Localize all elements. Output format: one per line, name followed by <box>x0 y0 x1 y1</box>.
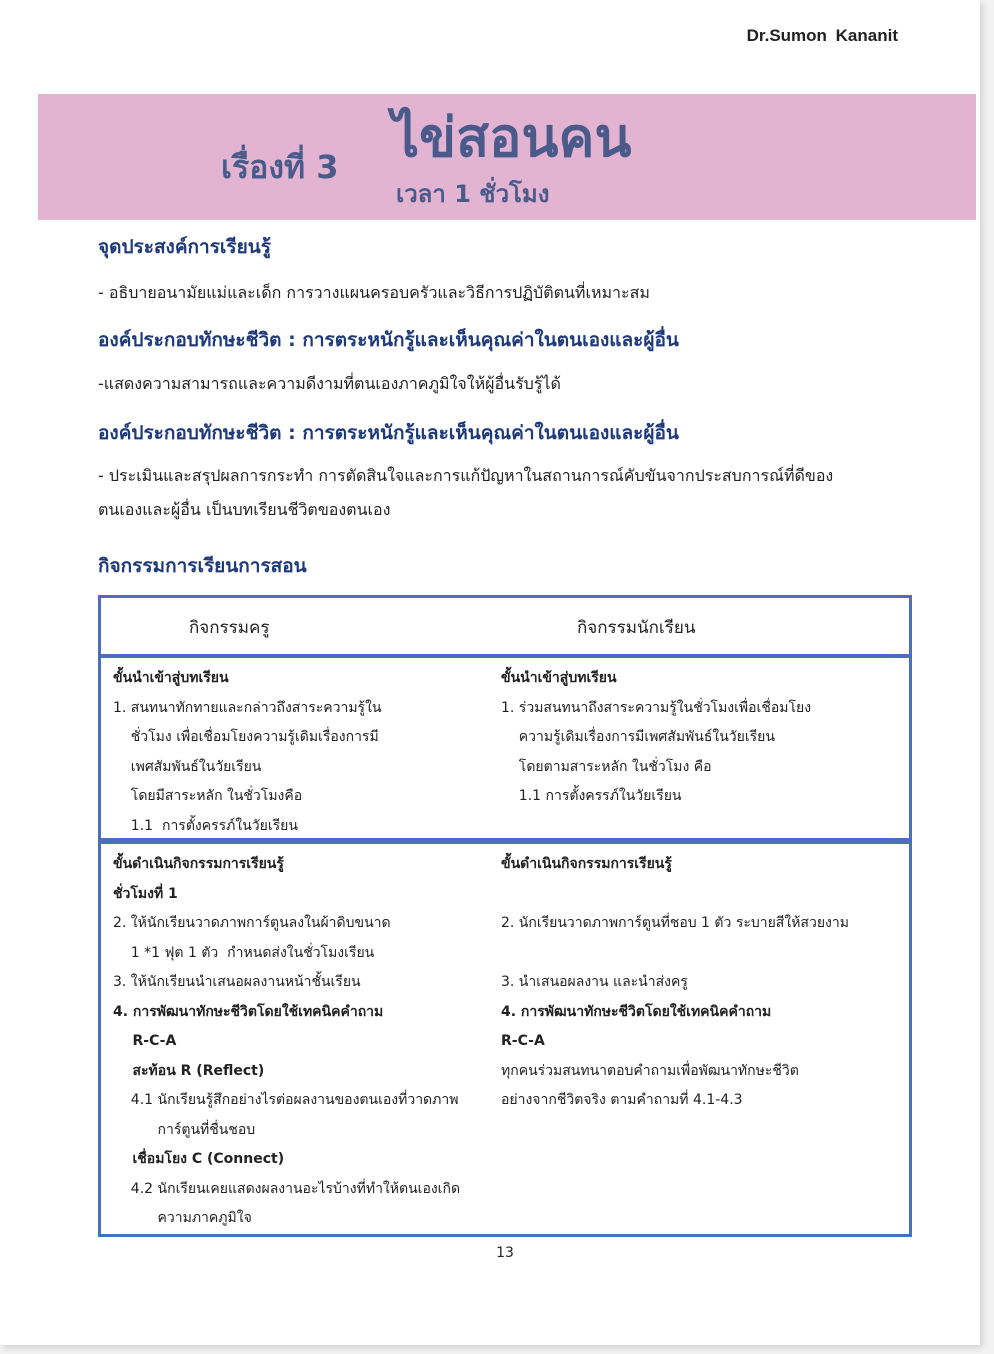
cell-line: ขั้นนำเข้าสู่บทเรียน <box>113 670 229 686</box>
story-number: เรื่องที่ 3 <box>221 148 339 186</box>
cell-line: ชั่วโมงที่ 1 <box>113 885 178 902</box>
cell-line: 1. ร่วมสนทนาถึงสาระความรู้ในชั่วโมงเพื่อเชื่อมโยง <box>501 699 812 716</box>
life-skill-text-2-line1: - ประเมินและสรุปผลการกระทำ การตัดสินใจและการแก้ปัญหาในสถานการณ์คับขันจากประสบการณ์ที่ดีของ <box>98 466 834 485</box>
page-number: 13 <box>496 1245 514 1261</box>
teacher-column-title: กิจกรรมครู <box>189 618 270 638</box>
main-student-cell <box>501 850 901 1116</box>
cell-line: 1 *1 ฟุต 1 ตัว กำหนดส่งในชั่วโมงเรียน <box>113 944 375 961</box>
cell-line: ชั่วโมง เพื่อเชื่อมโยงความรู้เดิมเรื่องการมี <box>113 729 379 745</box>
lesson-duration: เวลา 1 ชั่วโมง <box>396 180 550 208</box>
cell-line: 4. การพัฒนาทักษะชีวิตโดยใช้เทคนิคคำถาม <box>501 1003 772 1020</box>
activities-heading: กิจกรรมการเรียนการสอน <box>98 555 307 577</box>
main-teacher-cell <box>113 850 493 1234</box>
main-stage-box <box>98 841 912 1237</box>
cell-line: ทุกคนร่วมสนทนาตอบคำถามเพื่อพัฒนาทักษะชีวิต <box>501 1062 799 1079</box>
cell-line: ขั้นดำเนินกิจกรรมการเรียนรู้ <box>113 856 284 872</box>
intro-student-cell <box>501 664 901 812</box>
cell-line: 1.1 การตั้งครรภ์ในวัยเรียน <box>501 788 682 804</box>
cell-line <box>501 880 901 910</box>
cell-line: 2. ให้นักเรียนวาดภาพการ์ตูนลงในผ้าดิบขนาด <box>113 915 391 931</box>
cell-line: โดยมีสาระหลัก ในชั่วโมงคือ <box>113 788 303 804</box>
student-column-title: กิจกรรมนักเรียน <box>577 618 696 638</box>
objectives-heading: จุดประสงค์การเรียนรู้ <box>98 236 271 258</box>
author-name: Dr.Sumon Kananit <box>746 26 898 45</box>
cell-line: 1. สนทนาทักทายและกล่าวถึงสาระความรู้ใน <box>113 699 382 716</box>
cell-line: ความภาคภูมิใจ <box>113 1210 252 1226</box>
cell-line: เชื่อมโยง C (Connect) <box>113 1151 285 1167</box>
objectives-text: - อธิบายอนามัยแม่และเด็ก การวางแผนครอบครัวและวิธีการปฏิบัติตนที่เหมาะสม <box>98 283 650 302</box>
lesson-title: ไข่สอนคน <box>392 106 632 169</box>
cell-line: 1.1 การตั้งครรภ์ในวัยเรียน <box>113 817 298 834</box>
cell-line: ขั้นนำเข้าสู่บทเรียน <box>501 670 617 686</box>
cell-line: 2. นักเรียนวาดภาพการ์ตูนที่ชอบ 1 ตัว ระบายสีให้สวยงาม <box>501 915 849 931</box>
cell-line: 3. นำเสนอผลงาน และนำส่งครู <box>501 974 688 990</box>
cell-line: R-C-A <box>501 1033 545 1049</box>
cell-line: 4.1 นักเรียนรู้สึกอย่างไรต่อผลงานของตนเองที่วาดภาพ <box>113 1092 459 1108</box>
life-skill-heading-2: องค์ประกอบทักษะชีวิต : การตระหนักรู้และเห็นคุณค่าในตนเองและผู้อื่น <box>98 422 679 444</box>
cell-line: R-C-A <box>113 1033 177 1049</box>
cell-line: เพศสัมพันธ์ในวัยเรียน <box>113 758 262 775</box>
cell-line: โดยตามสาระหลัก ในชั่วโมง คือ <box>501 758 712 775</box>
cell-line: ความรู้เดิมเรื่องการมีเพศสัมพันธ์ในวัยเรียน <box>501 729 775 745</box>
life-skill-text-1: -แสดงความสามารถและความดีงามที่ตนเองภาคภูมิใจให้ผู้อื่นรับรู้ได้ <box>98 374 561 393</box>
cell-line: สะท้อน R (Reflect) <box>113 1062 265 1079</box>
cell-line: การ์ตูนที่ชื่นชอบ <box>113 1121 256 1138</box>
intro-stage-box <box>98 655 912 841</box>
cell-line: 3. ให้นักเรียนนำเสนอผลงานหน้าชั้นเรียน <box>113 974 361 990</box>
cell-line: 4. การพัฒนาทักษะชีวิตโดยใช้เทคนิคคำถาม <box>113 1003 384 1020</box>
life-skill-heading-1: องค์ประกอบทักษะชีวิต : การตระหนักรู้และเห็นคุณค่าในตนเองและผู้อื่น <box>98 329 679 351</box>
lesson-banner <box>38 94 976 220</box>
cell-line: อย่างจากชีวิตจริง ตามคำถามที่ 4.1-4.3 <box>501 1092 743 1108</box>
activity-table-header <box>98 595 912 657</box>
cell-line: ขั้นดำเนินกิจกรรมการเรียนรู้ <box>501 856 672 872</box>
cell-line <box>501 939 901 969</box>
cell-line: 4.2 นักเรียนเคยแสดงผลงานอะไรบ้างที่ทำให้ตนเองเกิด <box>113 1180 461 1197</box>
life-skill-text-2-line2: ตนเองและผู้อื่น เป็นบทเรียนชีวิตของตนเอง <box>98 500 391 519</box>
intro-teacher-cell <box>113 664 493 841</box>
